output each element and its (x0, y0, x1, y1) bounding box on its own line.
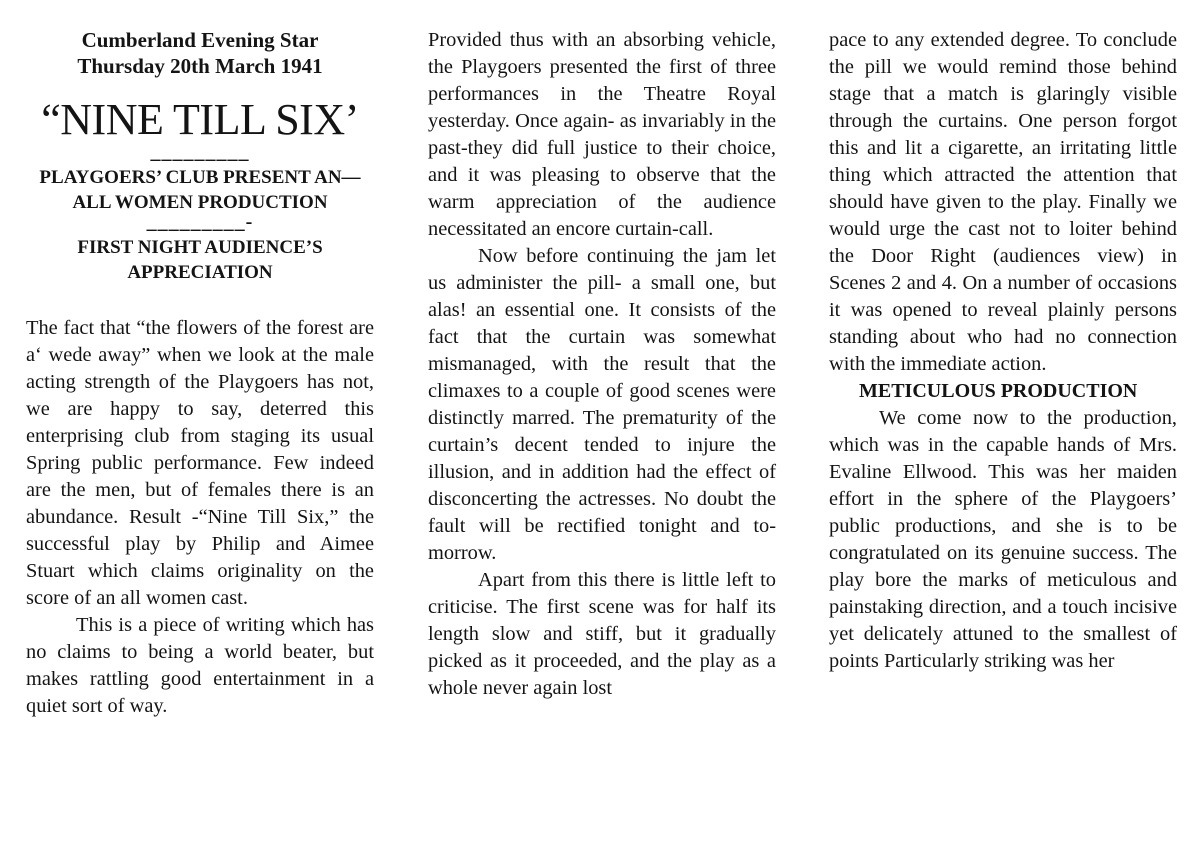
subheading-audience: FIRST NIGHT AUDIENCE’S APPRECIATION (77, 237, 323, 283)
subheading-production: PLAYGOERS’ CLUB PRESENT AN— ALL WOMEN PRODUCTION (39, 167, 361, 213)
article-paragraph: Now before continuing the jam let us administer the pill- a small one, but alas! an essential one. It consists of the fact that the curtain was somewhat mismanaged, with the result that the climaxes to a couple of good scenes were distinctly marred. The prematurity of the curtain’s decent tended to injure the illusion, and in addition had the effect of disconcerting the actresses. No doubt the fault will be rectified tonight and to-morrow. (428, 245, 776, 564)
headline-rule: _________ (150, 141, 250, 163)
column-3 (829, 27, 1177, 675)
article-paragraph: This is a piece of writing which has no claims to being a world beater, but makes rattling good entertainment in a quiet sort of way. (26, 614, 374, 717)
newspaper-name: Cumberland Evening Star (81, 28, 319, 52)
article-paragraph: The fact that “the flowers of the forest are a‘ wede away” when we look at the male acting strength of the Playgoers has not, we are happy to say, deterred this enterprising club from staging its usual Spring public performance. Few indeed are the men, but of females there is an abundance. Result -“Nine Till Six,” the successful play by Philip and Aimee Stuart which claims originality on the score of an all women cast. (26, 317, 374, 609)
section-heading: METICULOUS PRODUCTION (859, 380, 1138, 402)
issue-date: Thursday 20th March 1941 (77, 54, 323, 78)
article-paragraph: Apart from this there is little left to criticise. The first scene was for half its length slow and stiff, but it gradually picked as it proceeded, and the play as a whole never again lost (428, 569, 776, 699)
article-paragraph: pace to any extended degree. To conclude the pill we would remind those behind stage that a match is glaringly visible through the curtains. One person forgot this and lit a cigarette, an irritating little thing which attracted the attention that should have given to the play. Finally we would urge the cast not to loiter behind the Door Right (audiences view) in Scenes 2 and 4. On a number of occasions it was opened to reveal plainly persons standing about who had no connection with the immediate action. (829, 29, 1177, 375)
column-1 (26, 27, 374, 720)
subheading-rule: _________- (146, 211, 254, 233)
article-paragraph: Provided thus with an absorbing vehicle, the Playgoers presented the first of three performances in the Theatre Royal yesterday. Once again- as invariably in the past-they did full justice to their choice, and it was pleasing to observe that the warm appreciation of the audience necessitated an encore curtain-call. (428, 29, 776, 240)
article-paragraph: We come now to the production, which was in the capable hands of Mrs. Evaline Ellwood. This was her maiden effort in the sphere of the Playgoers’ public productions, and she is to be congratulated on its genuine success. The play bore the marks of meticulous and painstaking direction, and a touch incisive yet delicately attuned to the smallest of points Particularly striking was her (829, 407, 1177, 672)
column-2 (428, 27, 776, 702)
headline: “NINE TILL SIX’ (41, 95, 359, 144)
masthead (26, 27, 374, 79)
